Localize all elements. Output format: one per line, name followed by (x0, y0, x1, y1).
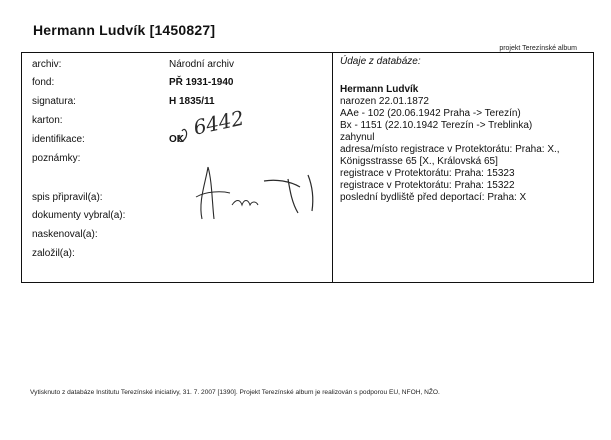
address-line-1: adresa/místo registrace v Protektorátu: Praha: X., (340, 144, 560, 155)
transport-2: Bx - 1151 (22.10.1942 Terezín -> Treblinka) (340, 120, 533, 131)
signature-value: H 1835/11 (169, 96, 215, 107)
handwritten-signature (172, 161, 332, 231)
last-residence: poslední bydliště před deportací: Praha: X (340, 192, 527, 203)
archive-value: Národní archiv (169, 59, 235, 70)
identification-label: identifikace: (32, 134, 85, 145)
database-heading: Údaje z databáze: (340, 56, 421, 67)
fate: zahynul (340, 132, 375, 143)
scanned-by-label: naskenoval(a): (32, 229, 98, 240)
person-name: Hermann Ludvík (340, 84, 419, 95)
notes-label: poznámky: (32, 153, 81, 164)
birth-date: narozen 22.01.1872 (340, 96, 429, 107)
carton-label: karton: (32, 115, 63, 126)
database-info (340, 56, 590, 204)
footer-note: Vytisknuto z databáze Institutu Terezínské iniciativy, 31. 7. 2007 [1390]. Projekt Terezínské album je realizován s podporou EU, NFOH, NŽO. (30, 389, 440, 396)
registration-2: registrace v Protektorátu: Praha: 15322 (340, 180, 515, 191)
column-divider (332, 53, 333, 282)
identification-value: OK (169, 134, 184, 145)
transport-1: AAe - 102 (20.06.1942 Praha -> Terezín) (340, 108, 521, 119)
handwritten-carton-text: 6442 (191, 105, 247, 140)
registration-1: registrace v Protektorátu: Praha: 15323 (340, 168, 515, 179)
archive-label: archiv: (32, 59, 62, 70)
handwritten-carton-number (172, 101, 282, 146)
fond-label: fond: (32, 77, 55, 88)
selected-by-label: dokumenty vybral(a): (32, 210, 126, 221)
prepared-by-label: spis připravil(a): (32, 192, 103, 203)
record-card (21, 52, 594, 283)
page-title: Hermann Ludvík [1450827] (33, 22, 216, 38)
address-line-2: Königsstrasse 65 [X., Královská 65] (340, 156, 498, 167)
signature-label: signatura: (32, 96, 76, 107)
filed-by-label: založil(a): (32, 248, 75, 259)
fond-value: PŘ 1931-1940 (169, 77, 234, 88)
project-label: projekt Terezínské album (499, 45, 577, 52)
